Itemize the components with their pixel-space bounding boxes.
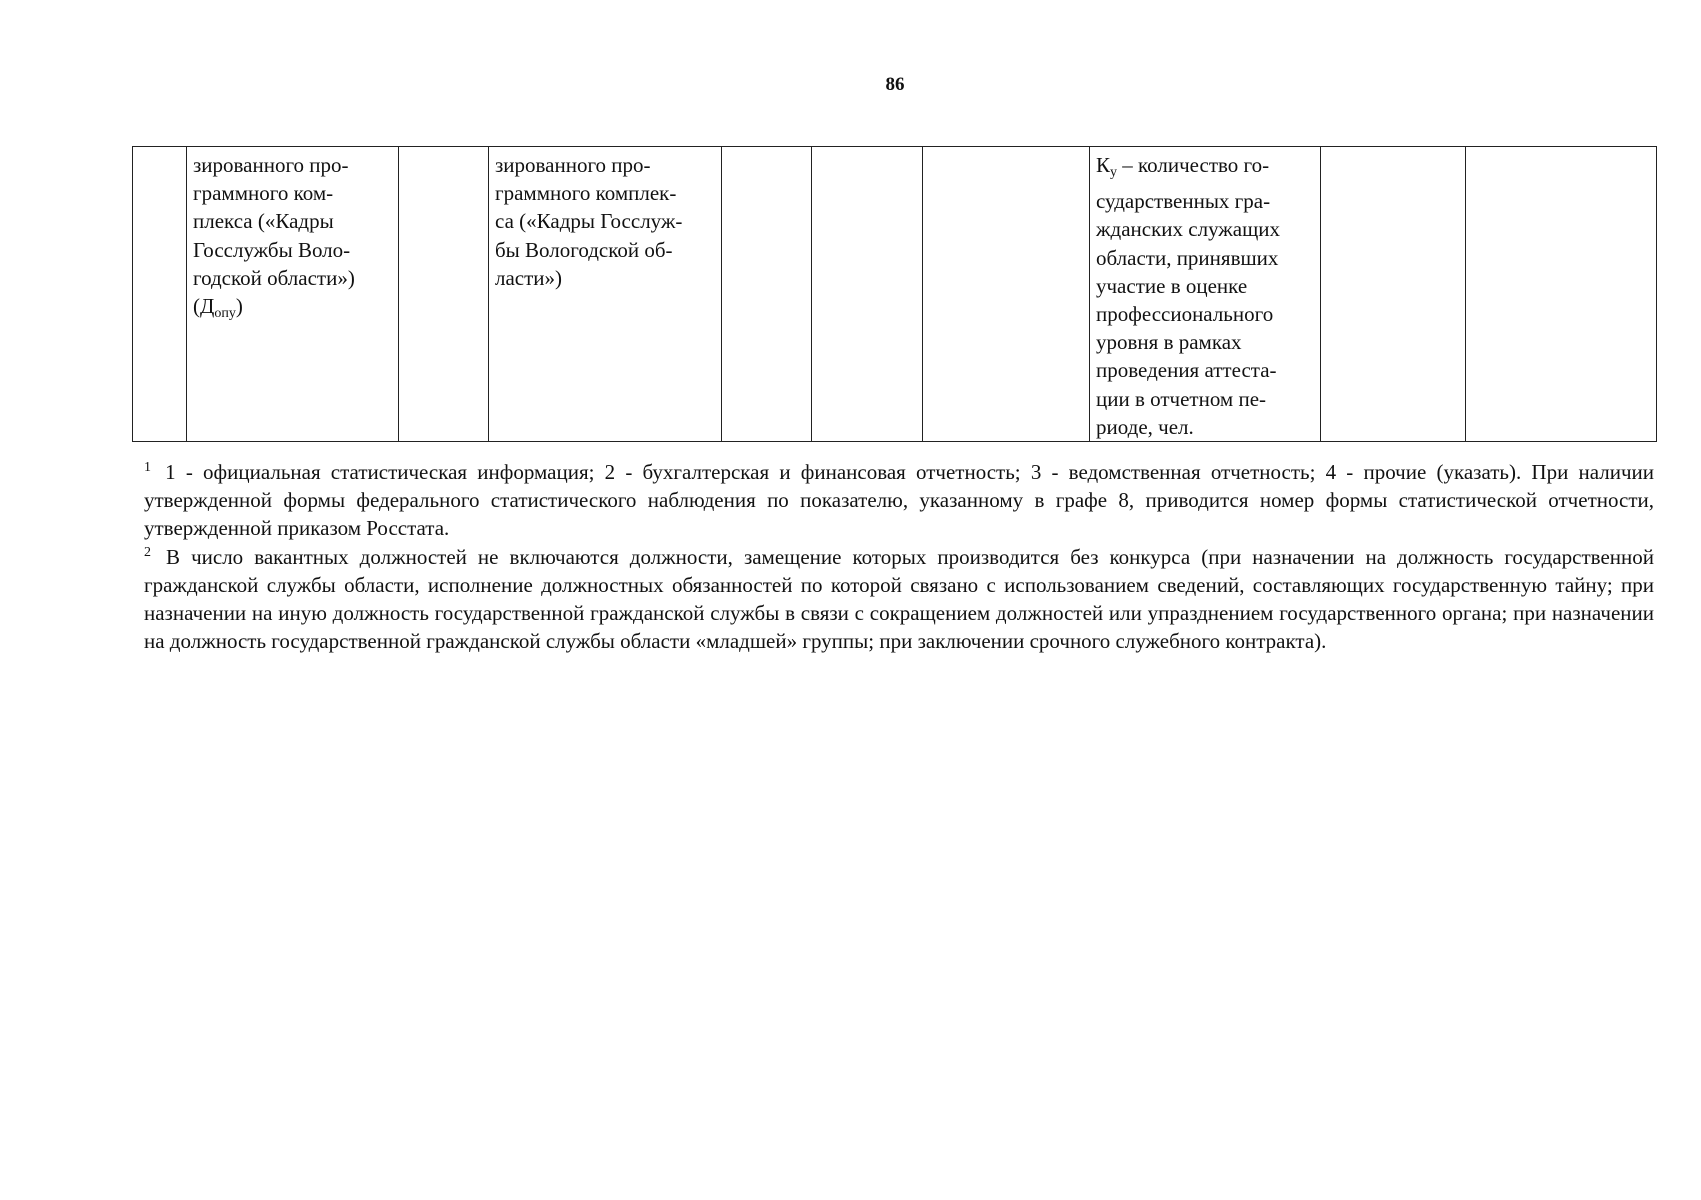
footnote-1-marker: 1 <box>144 460 151 475</box>
table-cell-col1 <box>133 147 187 442</box>
col2-main-text: зированного про- граммного ком- плекса («Кадры Госслужбы Воло- годской области») (Д <box>193 153 355 319</box>
footnote-2-paragraph <box>144 543 1654 656</box>
table-cell-col2 <box>187 147 399 442</box>
table-cell-col7 <box>923 147 1090 442</box>
col8-prefix: К <box>1096 153 1111 177</box>
table-cell-col8 <box>1090 147 1321 442</box>
indicator-table <box>132 146 1657 442</box>
table-cell-col9 <box>1321 147 1466 442</box>
col8-text <box>1096 151 1314 441</box>
col2-tail: ) <box>235 294 243 319</box>
col2-text <box>193 151 392 328</box>
table-cell-col4 <box>489 147 722 442</box>
footnote-2 <box>144 543 1654 656</box>
table-cell-col5 <box>722 147 812 442</box>
table-cell-col3 <box>399 147 489 442</box>
footnotes <box>144 458 1654 655</box>
table-cell-col6 <box>812 147 923 442</box>
col2-subscript: опу <box>214 306 236 322</box>
footnote-1-paragraph <box>144 458 1654 543</box>
col8-main-text: – количество го- сударственных гра- жданских служащих области, принявших участие в оценке профессионального уровня в рамках проведения аттеста- ции в отчетном пе- риоде, чел. <box>1096 153 1281 439</box>
col8-subscript: у <box>1110 165 1118 180</box>
footnote-1-text: 1 - официальная статистическая информация; 2 - бухгалтерская и финансовая отчетность; 3 - ведомственная отчетность; 4 - прочие (указать). При наличии утвержденной формы федерального статистического наблюдения по показателю, указанному в графе 8, приводится номер формы статистической отчетности, утвержденной приказом Росстата. <box>144 460 1654 541</box>
footnote-2-marker: 2 <box>144 544 151 560</box>
footnote-2-text: В число вакантных должностей не включаются должности, замещение которых производится без конкурса (при назначении на должность государственной гражданской службы области, исполнение должностных обязанностей по которой связано с использованием сведений, составляющих государственную тайну; при назначении на иную должность государственной гражданской службы в связи с сокращением должностей или упразднением государственного органа; при назначении на должность государственной гражданской службы области «младшей» группы; при заключении срочного служебного контракта). <box>144 544 1654 654</box>
table-row <box>133 147 1657 442</box>
footnote-1 <box>144 458 1654 543</box>
page-number: 86 <box>885 74 905 95</box>
table-cell-col10 <box>1466 147 1657 442</box>
col4-text: зированного про- граммного комплек- са («Кадры Госслуж- бы Вологодской об- ласти») <box>495 153 683 290</box>
